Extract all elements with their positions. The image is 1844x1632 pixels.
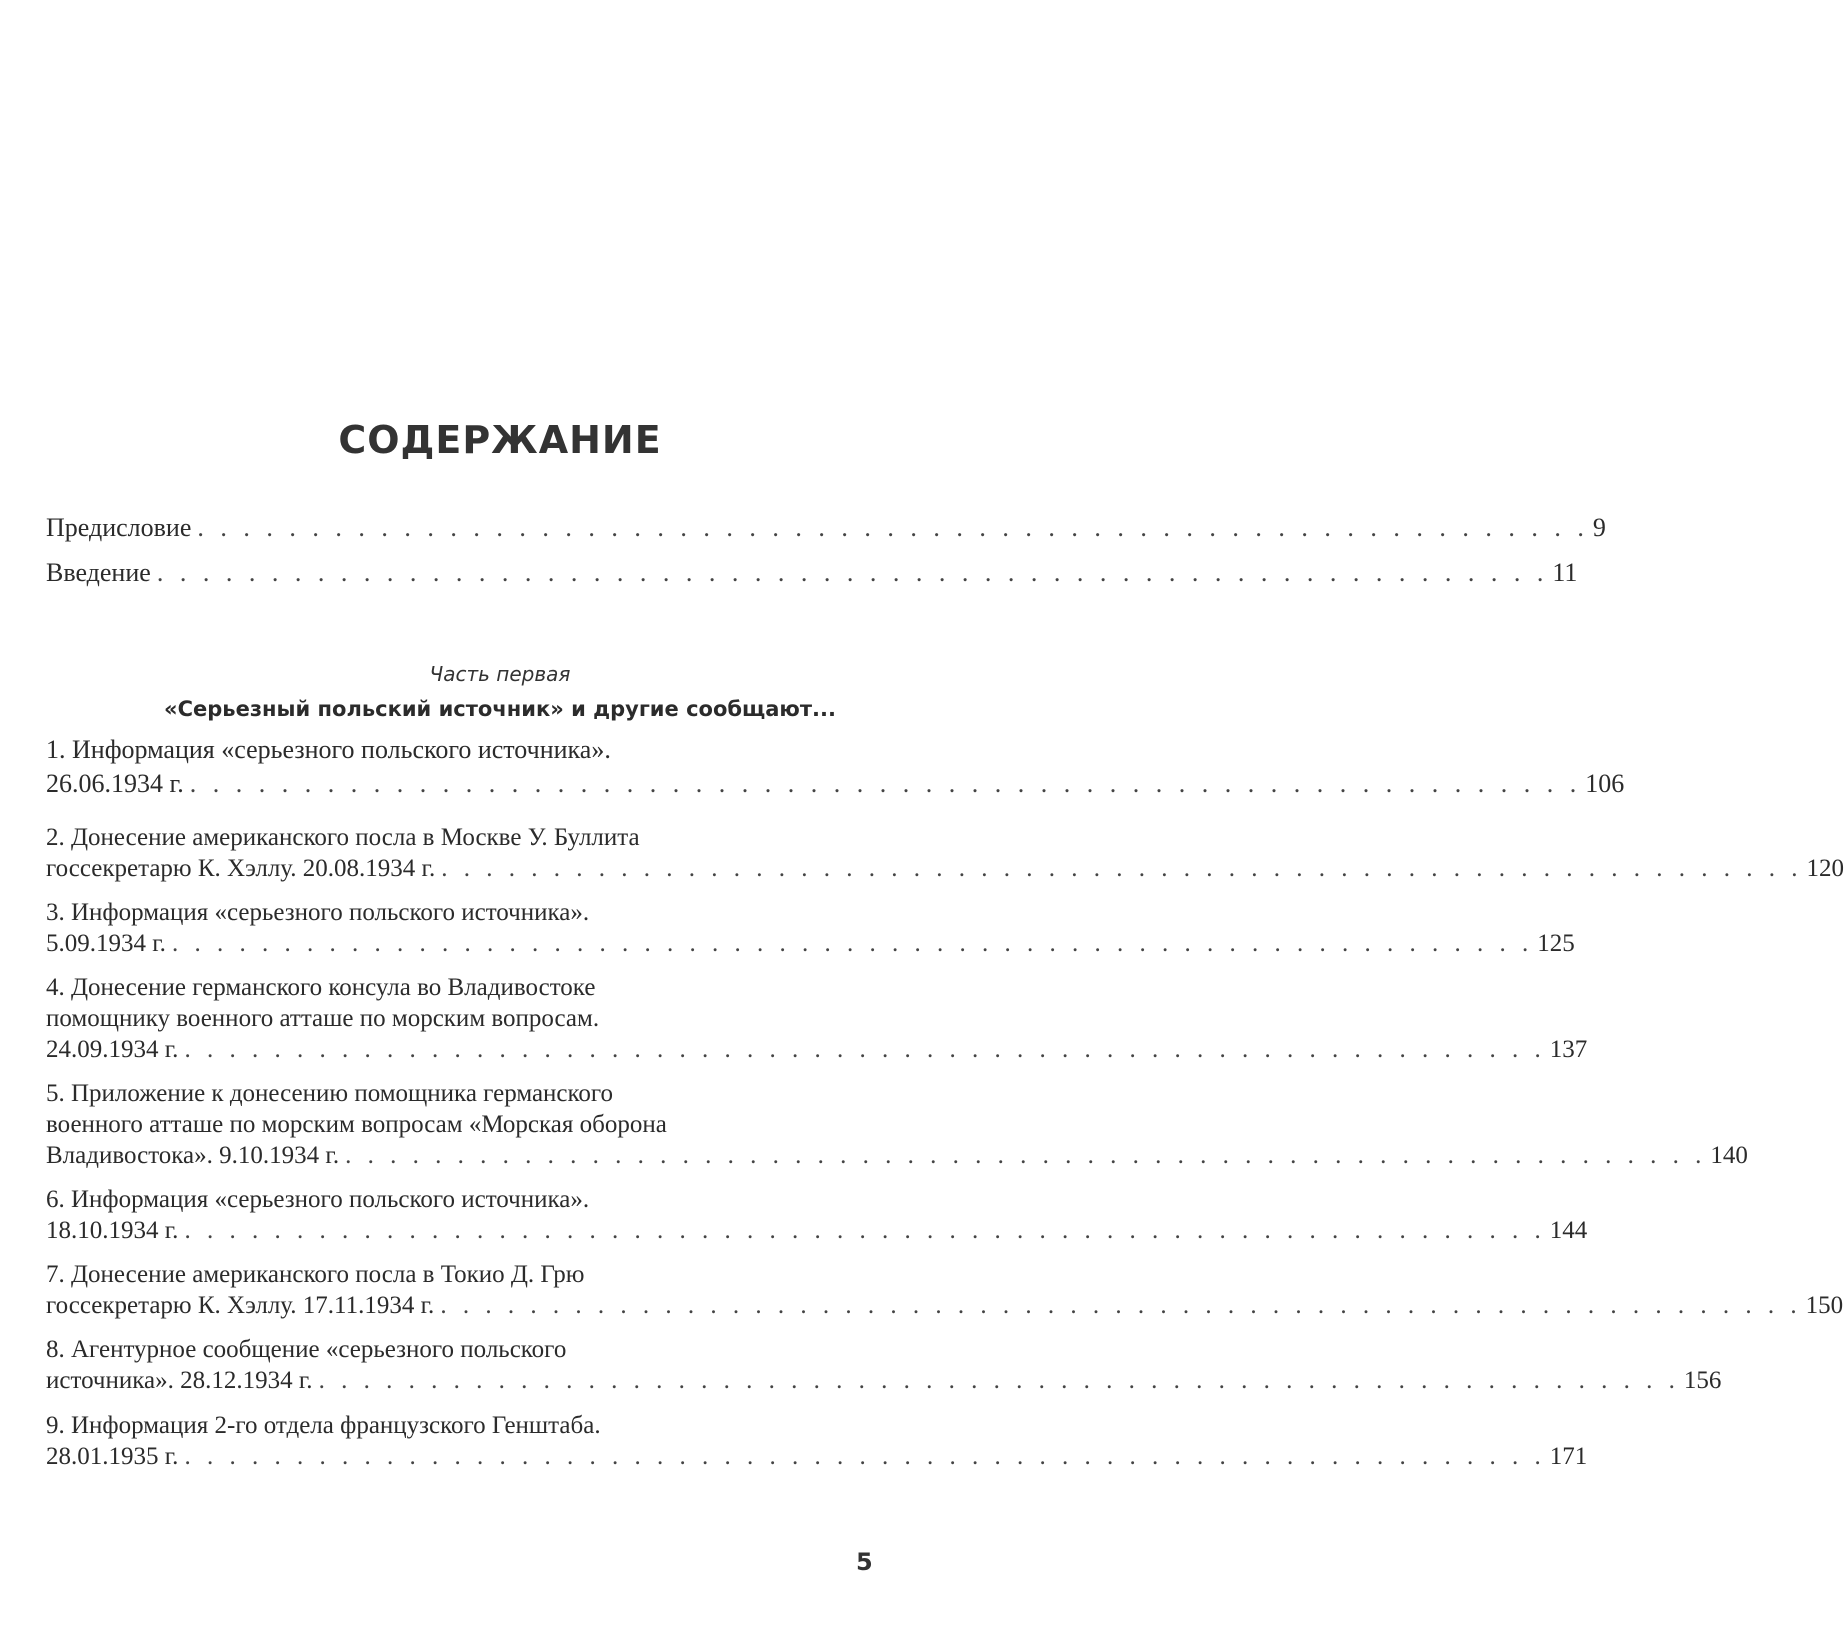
toc-entry-text: военного атташе по морским вопросам «Морская оборона <box>46 1111 667 1138</box>
toc-entry-text: госсекретарю К. Хэллу. 17.11.1934 г. <box>46 1292 435 1319</box>
toc-page-number: 9 <box>1592 513 1606 542</box>
toc-entry <box>46 1410 1588 1472</box>
page-number: 5 <box>856 1548 873 1576</box>
leader-dots: . . . . . . . . . . . . . . . . . . . . . . . . . . . . . . . . . . . . . . . . . . . . . . . . . . . . . . . . . . . . . <box>184 1443 1546 1470</box>
leader-dots: . . . . . . . . . . . . . . . . . . . . . . . . . . . . . . . . . . . . . . . . . . . . . . . . . . . . . . . . . . . . . <box>441 855 1803 882</box>
toc-page-number: 106 <box>1585 769 1625 798</box>
leader-dots: . . . . . . . . . . . . . . . . . . . . . . . . . . . . . . . . . . . . . . . . . . . . . . . . . . . . . . . . . . . . . <box>171 930 1534 957</box>
toc-page-number: 144 <box>1549 1217 1588 1244</box>
toc-entry <box>46 1078 1748 1171</box>
toc-page-number: 11 <box>1552 558 1578 587</box>
toc-entry-text: 24.09.1934 г. <box>46 1036 179 1063</box>
toc-entry <box>46 972 1588 1065</box>
toc-entry-text: Владивостока». 9.10.1934 г. <box>46 1142 340 1169</box>
leader-dots: . . . . . . . . . . . . . . . . . . . . . . . . . . . . . . . . . . . . . . . . . . . . . . . . . . . . . . . . . . . . . <box>189 769 1582 798</box>
toc-entry <box>46 1184 1588 1246</box>
toc-entry-text: Введение <box>46 558 151 587</box>
toc-entry-text: 9. Информация 2-го отдела французского Генштаба. <box>46 1412 601 1439</box>
leader-dots: . . . . . . . . . . . . . . . . . . . . . . . . . . . . . . . . . . . . . . . . . . . . . . . . . . . . . . . . . . . . . <box>197 513 1589 542</box>
toc-entry-text: 6. Информация «серьезного польского источника». <box>46 1186 590 1213</box>
toc-page-number: 137 <box>1549 1036 1588 1063</box>
toc-entry-text: 4. Донесение германского консула во Владивостоке <box>46 974 596 1001</box>
leader-dots: . . . . . . . . . . . . . . . . . . . . . . . . . . . . . . . . . . . . . . . . . . . . . . . . . . . . . . . . . . . . . <box>440 1292 1802 1319</box>
toc-entry <box>46 733 1625 801</box>
toc-page-number: 171 <box>1549 1443 1588 1470</box>
toc-page-number: 156 <box>1683 1367 1722 1394</box>
part-label: Часть первая <box>429 662 571 686</box>
toc-entry-text: 28.01.1935 г. <box>46 1443 179 1470</box>
toc-entry-text: 18.10.1934 г. <box>46 1217 179 1244</box>
leader-dots: . . . . . . . . . . . . . . . . . . . . . . . . . . . . . . . . . . . . . . . . . . . . . . . . . . . . . . . . . . . . . <box>345 1142 1707 1169</box>
toc-entry-text: 1. Информация «серьезного польского источника». <box>46 735 611 764</box>
toc-entry-preface <box>46 512 1606 544</box>
part-title: «Серьезный польский источник» и другие сообщают... <box>164 697 836 721</box>
toc-entry <box>46 1259 1844 1321</box>
toc-entry <box>46 822 1844 884</box>
toc-entry-text: Предисловие <box>46 513 192 542</box>
toc-entry-text: 5. Приложение к донесению помощника германского <box>46 1080 614 1107</box>
toc-page-number: 125 <box>1537 930 1575 957</box>
toc-entry-text: госсекретарю К. Хэллу. 20.08.1934 г. <box>46 855 436 882</box>
leader-dots: . . . . . . . . . . . . . . . . . . . . . . . . . . . . . . . . . . . . . . . . . . . . . . . . . . . . . . . . . . . . . <box>156 558 1549 587</box>
toc-page-number: 120 <box>1806 855 1844 882</box>
leader-dots: . . . . . . . . . . . . . . . . . . . . . . . . . . . . . . . . . . . . . . . . . . . . . . . . . . . . . . . . . . . . . <box>184 1217 1546 1244</box>
toc-entry-text: помощнику военного атташе по морским вопросам. <box>46 1005 600 1032</box>
toc-entry-introduction <box>46 557 1578 589</box>
toc-entry-text: 26.06.1934 г. <box>46 769 184 798</box>
toc-entry <box>46 1334 1722 1396</box>
toc-entry-text: 5.09.1934 г. <box>46 930 166 957</box>
toc-entry-text: 8. Агентурное сообщение «серьезного польского <box>46 1336 567 1363</box>
toc-entry <box>46 897 1575 959</box>
leader-dots: . . . . . . . . . . . . . . . . . . . . . . . . . . . . . . . . . . . . . . . . . . . . . . . . . . . . . . . . . . . . . <box>184 1036 1546 1063</box>
toc-page-number: 150 <box>1805 1292 1844 1319</box>
toc-entry-text: 3. Информация «серьезного польского источника». <box>46 899 590 926</box>
toc-entry-text: 7. Донесение американского посла в Токио Д. Грю <box>46 1261 585 1288</box>
page-title: СОДЕРЖАНИЕ <box>338 418 662 462</box>
toc-page-number: 140 <box>1710 1142 1748 1169</box>
toc-entry-text: 2. Донесение американского посла в Москве У. Буллита <box>46 824 640 851</box>
toc-entry-text: источника». 28.12.1934 г. <box>46 1367 313 1394</box>
leader-dots: . . . . . . . . . . . . . . . . . . . . . . . . . . . . . . . . . . . . . . . . . . . . . . . . . . . . . . . . . . . . . <box>318 1367 1680 1394</box>
